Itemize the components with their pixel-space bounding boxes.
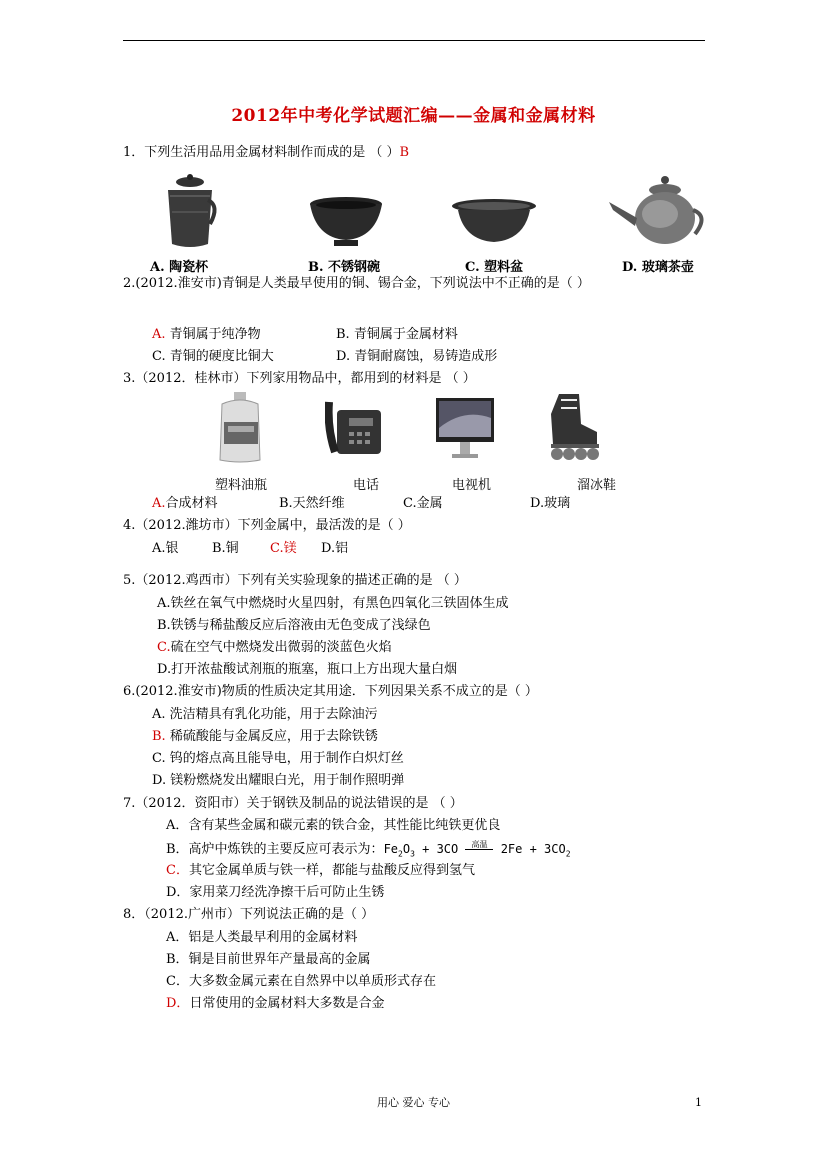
q8-option-a: A．铝是人类最早利用的金属材料	[166, 930, 358, 945]
q3-option-a-letter: A.	[152, 496, 166, 511]
q7-eq-o: O	[402, 842, 411, 856]
q5-option-c-text: 硫在空气中燃烧发出微弱的淡蓝色火焰	[170, 640, 392, 655]
plastic-oil-bottle-image	[216, 392, 266, 464]
q6-option-b-text: 稀硫酸能与金属反应，用于去除铁锈	[165, 729, 378, 744]
q5-option-d: D.打开浓盐酸试剂瓶的瓶塞，瓶口上方出现大量白烟	[157, 662, 458, 677]
telephone-image	[325, 398, 383, 456]
page-title: 2012年中考化学试题汇编——金属和金属材料	[231, 106, 596, 126]
q8-option-d	[166, 995, 384, 1013]
q8-option-d-letter: D．	[166, 996, 190, 1011]
q4-option-d: D.铝	[321, 541, 349, 556]
q8-option-b: B．铜是目前世界年产量最高的金属	[166, 952, 371, 967]
q1-caption-c: C. 塑料盆	[465, 260, 524, 275]
q4-option-c: C.镁	[270, 541, 297, 556]
q1-caption-d: D. 玻璃茶壶	[622, 260, 694, 275]
q7-eq-sub1: 2	[398, 849, 403, 859]
q2-option-a-letter: A.	[152, 327, 166, 342]
q7-option-c	[166, 862, 475, 880]
q5-stem: 5.（2012.鸡西市）下列有关实验现象的描述正确的是 （ ）	[123, 573, 467, 588]
page-number: 1	[695, 1096, 702, 1109]
q3-option-a-text: 合成材料	[165, 496, 218, 511]
q7-eq-sub2: 3	[410, 849, 415, 859]
q3-caption-bottle: 塑料油瓶	[215, 478, 268, 493]
q3-caption-skate: 溜冰鞋	[577, 478, 617, 493]
q7-stem: 7.（2012．资阳市）关于钢铁及制品的说法错误的是 （ ）	[123, 796, 463, 811]
q6-option-a: A. 洗洁精具有乳化功能，用于去除油污	[152, 707, 378, 722]
q8-option-c: C．大多数金属元素在自然界中以单质形式存在	[166, 974, 436, 989]
q2-option-a-text: 青铜属于纯净物	[165, 327, 261, 342]
plastic-basin-image	[450, 198, 538, 246]
q6-option-b-letter: B.	[152, 729, 166, 744]
q3-caption-phone: 电话	[353, 478, 380, 493]
q2-option-a	[152, 326, 261, 344]
q8-stem: 8．（2012.广州市）下列说法正确的是（ ）	[123, 907, 375, 922]
glass-teapot-image	[605, 172, 711, 250]
q3-caption-tv: 电视机	[452, 478, 492, 493]
q3-option-d: D.玻璃	[530, 496, 571, 511]
q4-stem: 4.（2012.潍坊市）下列金属中，最活泼的是（ ）	[123, 518, 411, 533]
steel-bowl-image	[308, 196, 384, 248]
q2-option-d: D. 青铜耐腐蚀，易铸造成形	[336, 349, 498, 364]
q1-answer: B	[399, 145, 410, 160]
television-image	[436, 398, 494, 462]
q7-eq-co: + 3CO	[414, 842, 466, 856]
porcelain-cup-image	[160, 172, 220, 252]
q2-option-b: B. 青铜属于金属材料	[336, 327, 458, 342]
q3-option-b: B.天然纤维	[279, 496, 345, 511]
q7-option-c-text: 其它金属单质与铁一样，都能与盐酸反应得到氢气	[188, 863, 475, 878]
page-footer: 用心 爱心 专心	[377, 1096, 450, 1109]
q7-eq-fe: Fe	[383, 842, 399, 856]
q4-option-a: A.银	[152, 541, 179, 556]
q1-stem	[123, 144, 409, 162]
q6-option-b	[152, 728, 378, 746]
roller-skate-image	[545, 394, 603, 464]
q7-option-b	[166, 840, 571, 863]
q7-option-c-letter: C．	[166, 863, 189, 878]
q6-option-c: C. 钨的熔点高且能导电，用于制作白炽灯丝	[152, 751, 404, 766]
q5-option-b: B.铁锈与稀盐酸反应后溶液由无色变成了浅绿色	[157, 618, 431, 633]
q7-eq-condition: 高温	[465, 841, 493, 850]
q5-option-a: A.铁丝在氧气中燃烧时火星四射，有黑色四氧化三铁固体生成	[157, 596, 509, 611]
header-rule	[123, 40, 705, 41]
q7-eq-sub3: 2	[565, 849, 571, 859]
q7-option-b-text: B．高炉中炼铁的主要反应可表示为：	[166, 842, 384, 857]
q5-option-c-letter: C.	[157, 640, 171, 655]
q7-option-d: D．家用菜刀经洗净擦干后可防止生锈	[166, 885, 385, 900]
q5-option-c	[157, 639, 392, 657]
q2-stem: 2.(2012.淮安市)青铜是人类最早使用的铜、锡合金，下列说法中不正确的是（ ）	[123, 276, 590, 291]
q1-caption-b: B. 不锈钢碗	[308, 260, 381, 275]
q7-eq-products: 2Fe + 3CO	[493, 842, 566, 856]
q3-stem: 3.（2012．桂林市）下列家用物品中，都用到的材料是 （ ）	[123, 371, 476, 386]
q1-caption-a: A. 陶瓷杯	[150, 260, 209, 275]
q8-option-d-text: 日常使用的金属材料大多数是合金	[189, 996, 385, 1011]
q4-option-b: B.铜	[212, 541, 239, 556]
q2-option-c: C. 青铜的硬度比铜大	[152, 349, 274, 364]
q6-stem: 6.(2012.淮安市)物质的性质决定其用途．下列因果关系不成立的是（ ）	[123, 684, 538, 699]
q3-option-c: C.金属	[403, 496, 443, 511]
q7-equation	[383, 840, 571, 859]
q3-option-a	[152, 495, 218, 513]
q1-stem-text: 1．下列生活用品用金属材料制作而成的是 （ ）	[123, 145, 400, 160]
q7-option-a: A．含有某些金属和碳元素的铁合金，其性能比纯铁更优良	[166, 818, 501, 833]
q6-option-d: D. 镁粉燃烧发出耀眼白光，用于制作照明弹	[152, 773, 405, 788]
